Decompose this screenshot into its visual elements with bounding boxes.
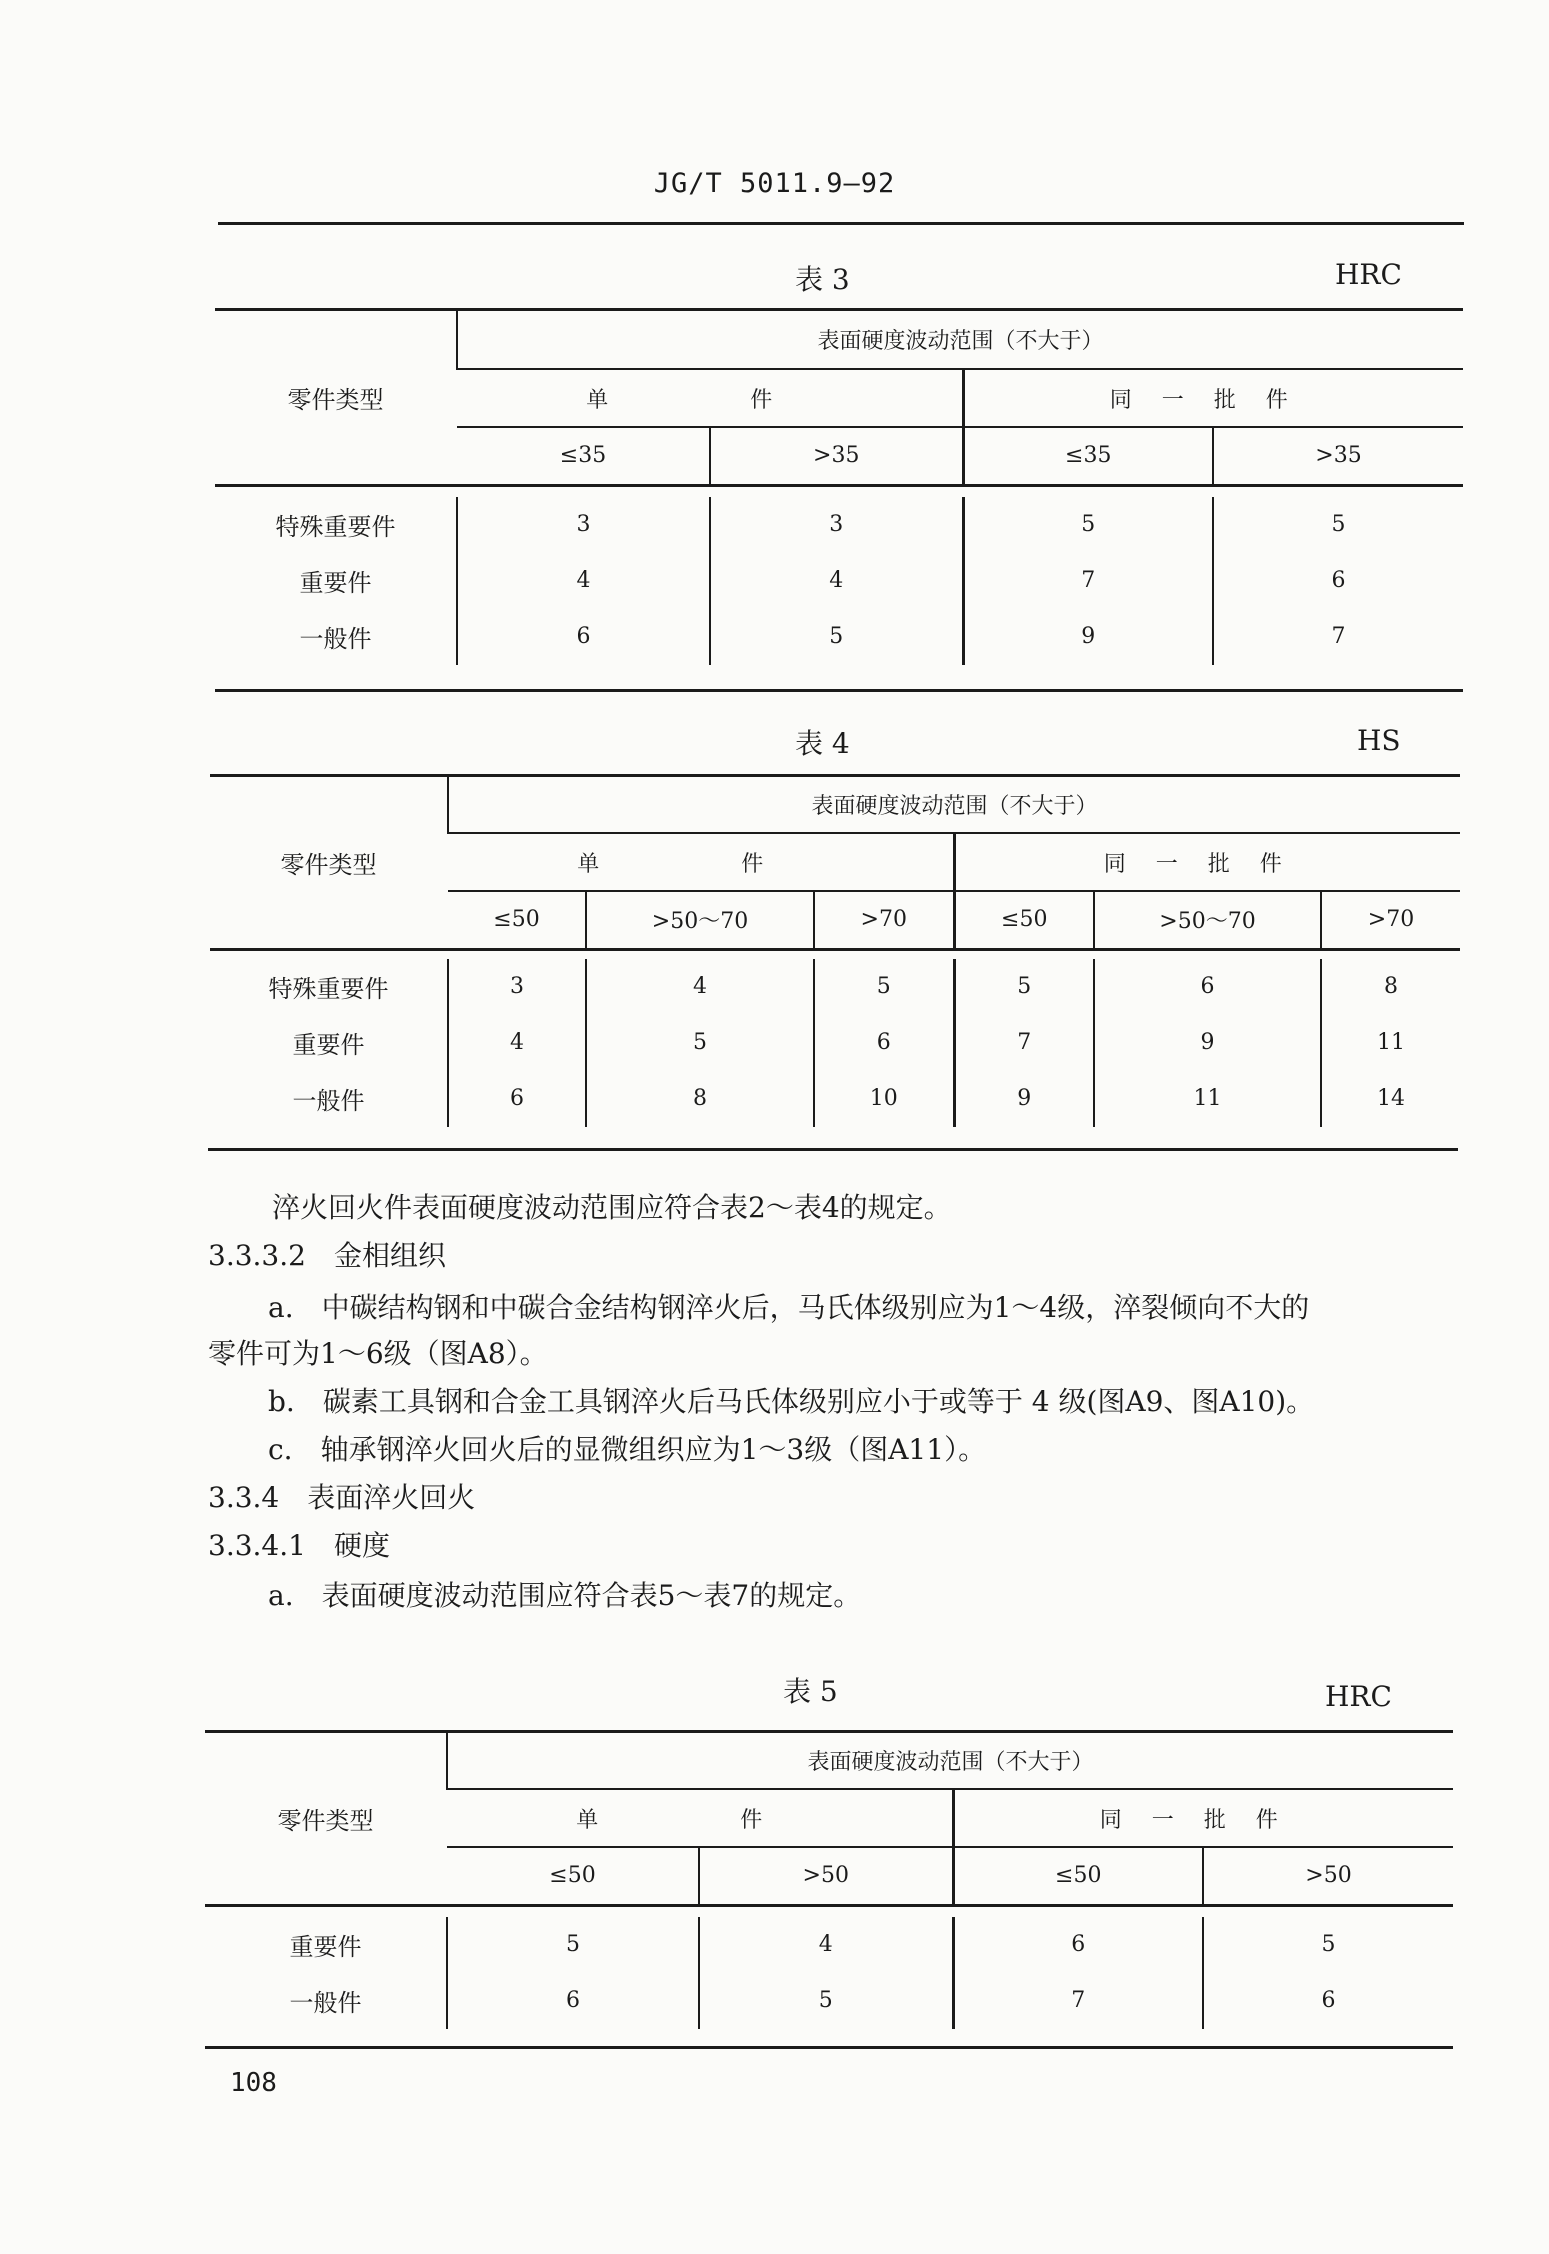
table5-sub-4: >50 [1203,1847,1453,1905]
table-cell: 6 [1203,1973,1453,2029]
table3-caption: 表 3 [795,263,850,296]
table-row [210,1015,1460,1071]
table3-unit: HRC [1335,258,1402,291]
table5 [205,1733,1453,2029]
table-cell: 5 [710,609,963,665]
table-cell: 7 [963,553,1213,609]
table-cell: 5 [1203,1917,1453,1973]
table-cell: 5 [699,1973,953,2029]
table-cell: 5 [1213,497,1463,553]
table4-caption: 表 4 [795,727,850,760]
table-cell: 5 [954,959,1094,1015]
table3-type-header: 零件类型 [215,311,457,485]
table5-group-single: 单 件 [447,1789,953,1847]
table4-row-label: 重要件 [292,1031,365,1059]
section-heading-3332: 3.3.3.2 金相组织 [208,1239,446,1272]
table4-sub-1: ≤50 [448,891,586,949]
section-heading-334: 3.3.4 表面淬火回火 [208,1481,476,1514]
table4-range-title: 表面硬度波动范围（不大于） [448,777,1460,833]
table-cell: 5 [447,1917,699,1973]
table-row [205,1917,1453,1973]
table-row [210,959,1460,1015]
table-cell: 7 [953,1973,1203,2029]
table5-type-header: 零件类型 [205,1733,447,1905]
table3-bottom-rule [215,689,1463,692]
table5-sub-1: ≤50 [447,1847,699,1905]
table-cell: 7 [954,1015,1094,1071]
table3-row-label: 重要件 [299,569,372,597]
table4-sub-6: >70 [1321,891,1460,949]
table-cell: 3 [448,959,586,1015]
table4-type-header: 零件类型 [210,777,448,949]
table-cell: 6 [1213,553,1463,609]
item-a-line2: 零件可为1～6级（图A8）。 [208,1337,548,1370]
table5-caption: 表 5 [783,1675,838,1708]
table-cell: 6 [814,1015,954,1071]
table3-sub-1: ≤35 [457,427,710,485]
table-cell: 3 [457,497,710,553]
table-cell: 9 [963,609,1213,665]
item-b: b. 碳素工具钢和合金工具钢淬火后马氏体级别应小于或等于 4 级(图A9、图A10)。 [268,1385,1315,1418]
table3-group-batch: 同一批件 [963,369,1463,427]
table3-sub-4: >35 [1213,427,1463,485]
table4-sub-2: >50～70 [586,891,814,949]
table3-sub-3: ≤35 [963,427,1213,485]
table-cell: 4 [457,553,710,609]
page-number: 108 [230,2068,277,2098]
table-cell: 6 [953,1917,1203,1973]
table-cell: 4 [710,553,963,609]
table-cell: 4 [699,1917,953,1973]
table-cell: 11 [1321,1015,1460,1071]
table5-group-batch: 同一批件 [953,1789,1453,1847]
table-row [205,1973,1453,2029]
table-row [215,497,1463,553]
table-cell: 7 [1213,609,1463,665]
table5-row-label: 重要件 [289,1933,362,1961]
table-cell: 9 [954,1071,1094,1127]
table5-range-title: 表面硬度波动范围（不大于） [447,1733,1453,1789]
table-cell: 5 [814,959,954,1015]
item-c: c. 轴承钢淬火回火后的显微组织应为1～3级（图A11）。 [268,1433,987,1466]
table3-row-label: 特殊重要件 [275,513,396,541]
table-cell: 4 [586,959,814,1015]
table-cell: 4 [448,1015,586,1071]
table-cell: 11 [1094,1071,1321,1127]
table-cell: 5 [963,497,1213,553]
table4-bottom-rule [208,1148,1458,1151]
table-cell: 10 [814,1071,954,1127]
header-rule [218,222,1464,225]
table4-sub-3: >70 [814,891,954,949]
table5-sub-3: ≤50 [953,1847,1203,1905]
table-cell: 8 [586,1071,814,1127]
paragraph: 淬火回火件表面硬度波动范围应符合表2～表4的规定。 [272,1191,952,1224]
table3-group-single: 单 件 [457,369,963,427]
table-cell: 3 [710,497,963,553]
table4-row-label: 一般件 [292,1087,365,1115]
table-row [215,609,1463,665]
table4-sub-5: >50～70 [1094,891,1321,949]
table5-bottom-rule [205,2046,1453,2049]
table3-range-title: 表面硬度波动范围（不大于） [457,311,1463,369]
table4-unit: HS [1357,724,1401,757]
item-a2: a. 表面硬度波动范围应符合表5～表7的规定。 [268,1579,862,1612]
table-cell: 14 [1321,1071,1460,1127]
table4-row-label: 特殊重要件 [268,975,389,1003]
table-cell: 5 [586,1015,814,1071]
table3-row-label: 一般件 [299,625,372,653]
table5-sub-2: >50 [699,1847,953,1905]
table3 [215,311,1463,665]
table-cell: 8 [1321,959,1460,1015]
table4-group-single: 单 件 [448,833,954,891]
table3-sub-2: >35 [710,427,963,485]
table5-row-label: 一般件 [289,1989,362,2017]
table-row [215,553,1463,609]
table-cell: 6 [457,609,710,665]
table4 [210,777,1460,1127]
standard-code: JG/T 5011.9—92 [653,168,896,199]
table-cell: 6 [447,1973,699,2029]
table5-unit: HRC [1325,1680,1392,1713]
table-cell: 6 [448,1071,586,1127]
table-row [210,1071,1460,1127]
table-cell: 9 [1094,1015,1321,1071]
table4-sub-4: ≤50 [954,891,1094,949]
table-cell: 6 [1094,959,1321,1015]
table4-group-batch: 同一批件 [954,833,1460,891]
section-heading-3341: 3.3.4.1 硬度 [208,1529,390,1562]
item-a-line1: a. 中碳结构钢和中碳合金结构钢淬火后，马氏体级别应为1～4级，淬裂倾向不大的 [268,1291,1310,1324]
